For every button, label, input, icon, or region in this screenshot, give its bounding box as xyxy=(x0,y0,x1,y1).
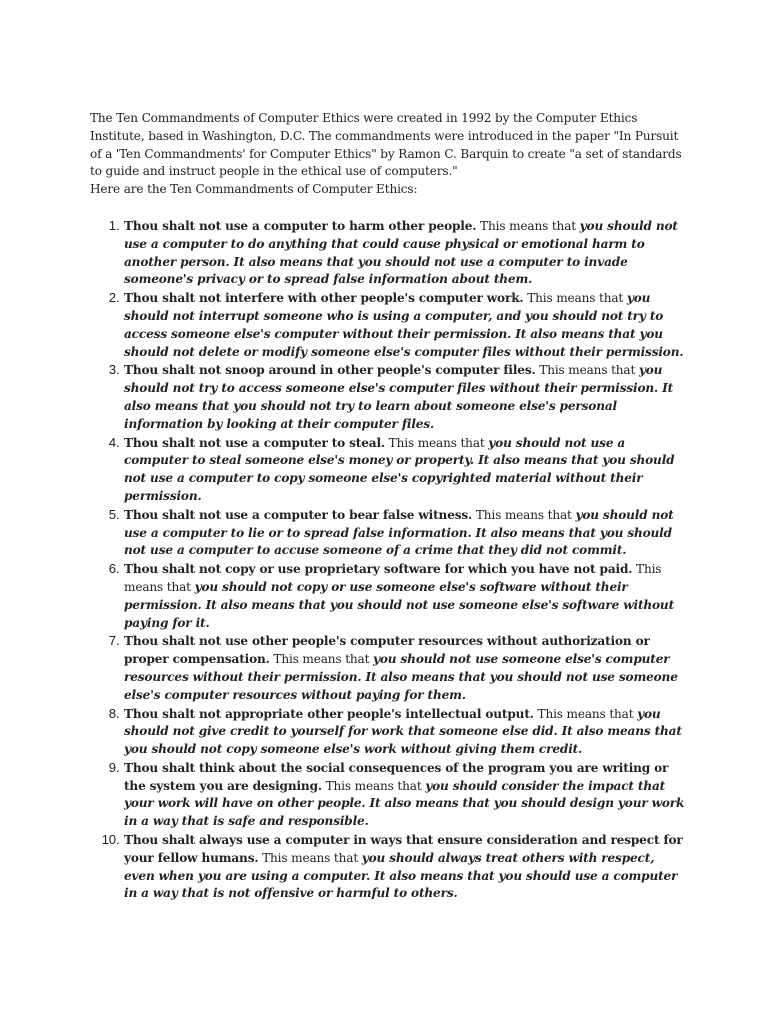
commandment-detail: you should not interrupt someone who is using a computer, and you should not try to access someone else's computer without their permission. It also means that you should not delete or modify someone else's computer files without their permission. xyxy=(124,291,684,359)
commandment-connector: This means that xyxy=(258,850,362,865)
commandment-item-3 xyxy=(123,361,686,433)
intro-paragraph: The Ten Commandments of Computer Ethics were created in 1992 by the Computer Ethics Institute, based in Washington, D.C. The commandments were introduced in the paper "In Pursuit of a 'Ten Commandments' for Computer Ethics" by Ramon C. Barquin to create "a set of standards to guide and instruct people in the ethical use of computers." xyxy=(90,111,682,179)
commandment-connector: This means that xyxy=(472,507,576,522)
commandment-item-1 xyxy=(123,217,686,289)
commandment-connector: This means that xyxy=(533,706,638,721)
commandment-detail: you should not use a computer to steal someone else's money or property. It also means that you should not use a computer to copy someone else's copyrighted material without their permission. xyxy=(124,435,675,503)
commandment-title: Thou shalt not appropriate other people's intellectual output. xyxy=(124,706,534,721)
commandment-title: Thou shalt not use a computer to steal. xyxy=(124,435,385,450)
commandment-detail: you should consider the impact that your work will have on other people. It also means that you should design your work in a way that is safe and responsible. xyxy=(124,778,685,829)
commandment-item-2 xyxy=(123,289,686,361)
commandment-connector: This means that xyxy=(384,435,489,450)
commandment-item-5 xyxy=(123,506,686,560)
commandment-detail: you should not use a computer to do anything that could cause physical or emotional harm to another person. It also means that you should not use a computer to invade someone's privacy or to spread false information about them. xyxy=(124,218,678,287)
commandment-item-9 xyxy=(123,759,686,831)
list-lead-in: Here are the Ten Commandments of Computer Ethics: xyxy=(90,182,418,197)
commandment-connector: This means that xyxy=(476,218,580,233)
commandment-title: Thou shalt not interfere with other people's computer work. xyxy=(124,291,524,306)
commandment-item-4 xyxy=(123,434,686,506)
commandment-title: Thou shalt not snoop around in other people's computer files. xyxy=(124,363,536,378)
commandment-title: Thou shalt not use a computer to bear false witness. xyxy=(124,507,473,522)
commandment-title: Thou shalt not copy or use proprietary software for which you have not paid. xyxy=(124,562,633,577)
commandment-detail: you should not try to access someone else's computer files without their permission. It also means that you should not try to learn about someone else's personal information by looking at their computer files. xyxy=(124,363,674,431)
commandment-title: Thou shalt not use a computer to harm other people. xyxy=(124,218,477,233)
commandment-item-6 xyxy=(123,560,686,632)
commandment-connector: This means that xyxy=(535,363,639,378)
commandment-item-7 xyxy=(123,632,686,704)
commandment-title: Thou shalt always use a computer in ways that ensure consideration and respect for your fellow humans. xyxy=(124,833,683,865)
commandment-detail: you should not use a computer to lie or to spread false information. It also means that you should not use a computer to accuse someone of a crime that they did not commit. xyxy=(124,507,674,558)
commandment-item-8 xyxy=(123,705,686,759)
commandment-connector: This means that xyxy=(321,778,426,793)
commandment-connector: This means that xyxy=(523,291,627,306)
commandments-list xyxy=(90,217,686,903)
commandment-detail: you should not use someone else's computer resources without their permission. It also means that you should not use someone else's computer resources without paying for them. xyxy=(124,652,678,702)
commandment-detail: you should always treat others with respect, even when you are using a computer. It also means that you should use a computer in a way that is not offensive or harmful to others. xyxy=(124,850,678,901)
commandment-detail: you should not give credit to yourself for work that someone else did. It also means that you should not copy someone else's work without giving them credit. xyxy=(124,706,682,757)
commandment-title: Thou shalt not use other people's computer resources without authorization or proper compensation. xyxy=(124,634,650,667)
commandment-connector: This means that xyxy=(269,652,374,667)
commandment-detail: you should not copy or use someone else's software without their permission. It also means that you should not use someone else's software without paying for it. xyxy=(124,579,675,630)
document-page xyxy=(90,110,686,903)
commandment-connector: This means that xyxy=(124,562,662,594)
commandment-title: Thou shalt think about the social consequences of the program you are writing or the system you are designing. xyxy=(124,760,669,793)
commandment-item-10 xyxy=(123,831,686,903)
